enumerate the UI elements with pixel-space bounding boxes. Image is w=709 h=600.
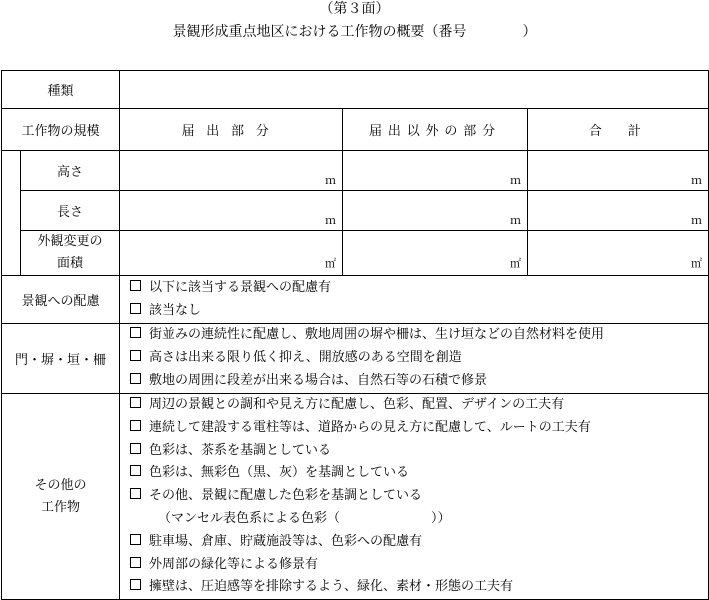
checkbox-icon[interactable] (130, 443, 141, 454)
option-label: その他、景観に配慮した色彩を基調としている (149, 488, 423, 504)
unit-label: ㎡ (691, 257, 703, 270)
checkbox-option[interactable] (120, 300, 708, 323)
other-label-line-1: その他の (34, 477, 87, 493)
area-row (2, 231, 709, 276)
unit-label: ｍ (510, 173, 522, 187)
gate-options (120, 324, 709, 394)
length-other-cell[interactable] (343, 191, 528, 231)
checkbox-icon[interactable] (130, 327, 141, 338)
checkbox-icon[interactable] (130, 534, 141, 545)
gate-row (2, 324, 709, 394)
kind-row (2, 71, 709, 109)
height-total-cell[interactable] (528, 151, 709, 191)
checkbox-icon[interactable] (130, 280, 141, 291)
col-total-header: 合 計 (588, 124, 648, 139)
landscape-row (2, 276, 709, 324)
option-label: 連続して建設する電柱等は、道路からの見え方に配慮して、ルートの工夫有 (149, 419, 591, 435)
checkbox-option[interactable] (120, 440, 708, 463)
scale-indent-cell (2, 151, 21, 276)
unit-label: ｍ (691, 213, 703, 227)
length-label: 長さ (21, 191, 120, 231)
area-notified-cell[interactable] (120, 231, 343, 276)
option-label: 色彩は、茶系を基調としている (149, 442, 332, 458)
unit-label: ㎡ (325, 257, 337, 270)
option-label: 擁壁は、圧迫感等を排除するよう、緑化、素材・形態の工夫有 (149, 579, 514, 595)
option-label: 該当なし (149, 302, 202, 318)
checkbox-option[interactable] (120, 576, 708, 599)
option-label: 色彩は、無彩色（黒、灰）を基調としている (149, 465, 410, 481)
option-label: 高さは出来る限り低く抑え、開放感のある空間を創造 (149, 350, 462, 366)
length-notified-cell[interactable] (120, 191, 343, 231)
unit-label: ｍ (691, 173, 703, 187)
col-other-header: 届出以外の部分 (369, 124, 501, 139)
area-total-cell[interactable] (528, 231, 709, 276)
form-title: 景観形成重点地区における工作物の概要（番号 ） (172, 24, 537, 40)
other-options (120, 394, 709, 600)
checkbox-option[interactable] (120, 347, 708, 370)
checkbox-icon[interactable] (130, 557, 141, 568)
length-row (2, 191, 709, 231)
area-label (21, 231, 120, 276)
munsell-note: （マンセル表色系による色彩（ ）） (158, 510, 451, 526)
checkbox-icon[interactable] (130, 350, 141, 361)
option-label: 周辺の景観との調和や見え方に配慮し、色彩、配置、デザインの工夫有 (149, 397, 565, 412)
other-label-line-2: 工作物 (41, 499, 81, 515)
gate-label: 門・塀・垣・柵 (2, 324, 120, 394)
area-label-line-2: 面積 (57, 256, 84, 271)
option-label: 駐車場、倉庫、貯蔵施設等は、色彩への配慮有 (149, 533, 423, 549)
checkbox-icon[interactable] (130, 397, 141, 408)
checkbox-icon[interactable] (130, 579, 141, 590)
col-notified-header: 届出部分 (181, 124, 281, 139)
unit-label: ｍ (325, 173, 337, 187)
height-notified-cell[interactable] (120, 151, 343, 191)
length-total-cell[interactable] (528, 191, 709, 231)
checkbox-icon[interactable] (130, 303, 141, 314)
checkbox-option[interactable] (120, 531, 708, 554)
other-row (2, 394, 709, 600)
checkbox-option[interactable] (120, 324, 708, 347)
checkbox-icon[interactable] (130, 420, 141, 431)
checkbox-icon[interactable] (130, 373, 141, 384)
option-label: 街並みの連続性に配慮し、敷地周囲の塀や柵は、生け垣などの自然材料を使用 (149, 327, 605, 343)
height-other-cell[interactable] (343, 151, 528, 191)
option-label: 外周部の緑化等による修景有 (149, 556, 319, 572)
form-subtitle: （第３面） (319, 1, 390, 17)
structure-overview-table (1, 70, 709, 600)
checkbox-option[interactable] (120, 462, 708, 485)
unit-label: ｍ (325, 213, 337, 227)
unit-label: ㎡ (510, 257, 522, 270)
option-label: 敷地の周囲に段差が出来る場合は、自然石等の石積で修景 (149, 372, 488, 388)
scale-label: 工作物の規模 (2, 109, 120, 151)
checkbox-option[interactable] (120, 554, 708, 577)
other-label (2, 394, 120, 600)
checkbox-option[interactable] (120, 370, 708, 393)
checkbox-option[interactable] (120, 277, 708, 300)
landscape-label: 景観への配慮 (2, 276, 120, 324)
option-label: 以下に該当する景観への配慮有 (149, 279, 332, 295)
unit-label: ｍ (510, 213, 522, 227)
checkbox-option[interactable] (120, 485, 708, 508)
height-row (2, 151, 709, 191)
scale-header-row (2, 109, 709, 151)
area-other-cell[interactable] (343, 231, 528, 276)
height-label: 高さ (21, 151, 120, 191)
kind-label: 種類 (2, 71, 120, 109)
area-label-line-1: 外観変更の (37, 234, 103, 249)
checkbox-icon[interactable] (130, 488, 141, 499)
landscape-options (120, 276, 709, 324)
checkbox-option[interactable] (120, 417, 708, 440)
checkbox-option[interactable] (120, 394, 708, 417)
kind-input[interactable] (120, 71, 709, 109)
checkbox-icon[interactable] (130, 465, 141, 476)
